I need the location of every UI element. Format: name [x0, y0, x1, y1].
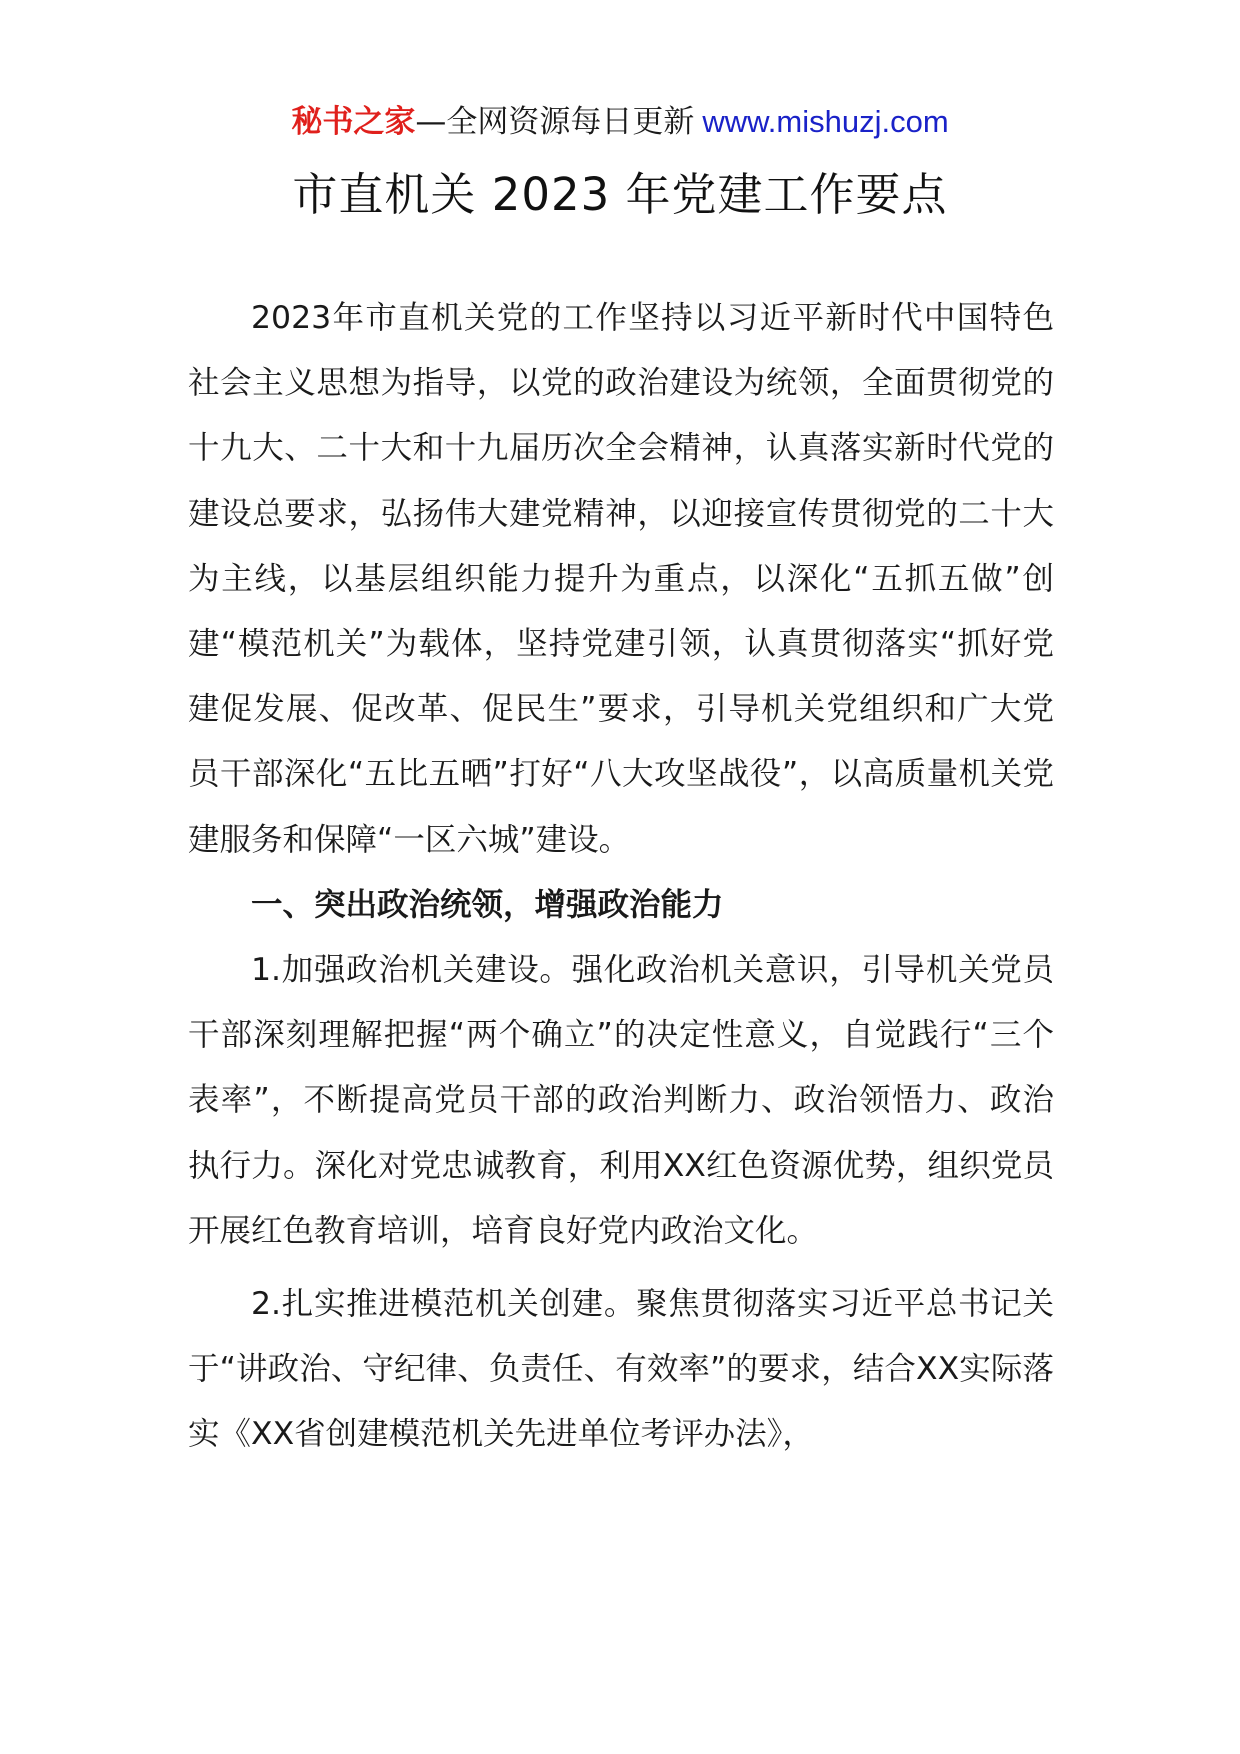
brand-name: 秘书之家 — [291, 104, 416, 140]
document-body — [188, 286, 1054, 1468]
item-paragraph-1: 1.加强政治机关建设。强化政治机关意识，引导机关党员干部深刻理解把握“两个确立”的决定性意义，自觉践行“三个表率”，不断提高党员干部的政治判断力、政治领悟力、政治执行力。深化对党忠诚教育，利用XX红色资源优势，组织党员开展红色教育培训，培育良好党内政治文化。 — [188, 952, 1054, 1249]
document-title: 市直机关 2023 年党建工作要点 — [292, 168, 948, 221]
section-heading: 一、突出政治统领，增强政治能力 — [251, 886, 724, 923]
site-header — [0, 100, 1240, 144]
site-url-link[interactable]: www.mishuzj.com — [702, 104, 949, 139]
item-paragraph-2: 2.扎实推进模范机关创建。聚焦贯彻落实习近平总书记关于“讲政治、守纪律、负责任、有效率”的要求，结合XX实际落实《XX省创建模范机关先进单位考评办法》， — [188, 1286, 1054, 1453]
header-slogan: —全网资源每日更新 — [415, 104, 695, 140]
intro-paragraph: 2023年市直机关党的工作坚持以习近平新时代中国特色社会主义思想为指导，以党的政治建设为统领，全面贯彻党的十九大、二十大和十九届历次全会精神，认真落实新时代党的建设总要求，弘扬伟大建党精神，以迎接宣传贯彻党的二十大为主线，以基层组织能力提升为重点，以深化“五抓五做”创建“模范机关”为载体，坚持党建引领，认真贯彻落实“抓好党建促发展、促改革、促民生”要求，引导机关党组织和广大党员干部深化“五比五晒”打好“八大攻坚战役”，以高质量机关党建服务和保障“一区六城”建设。 — [188, 300, 1054, 858]
